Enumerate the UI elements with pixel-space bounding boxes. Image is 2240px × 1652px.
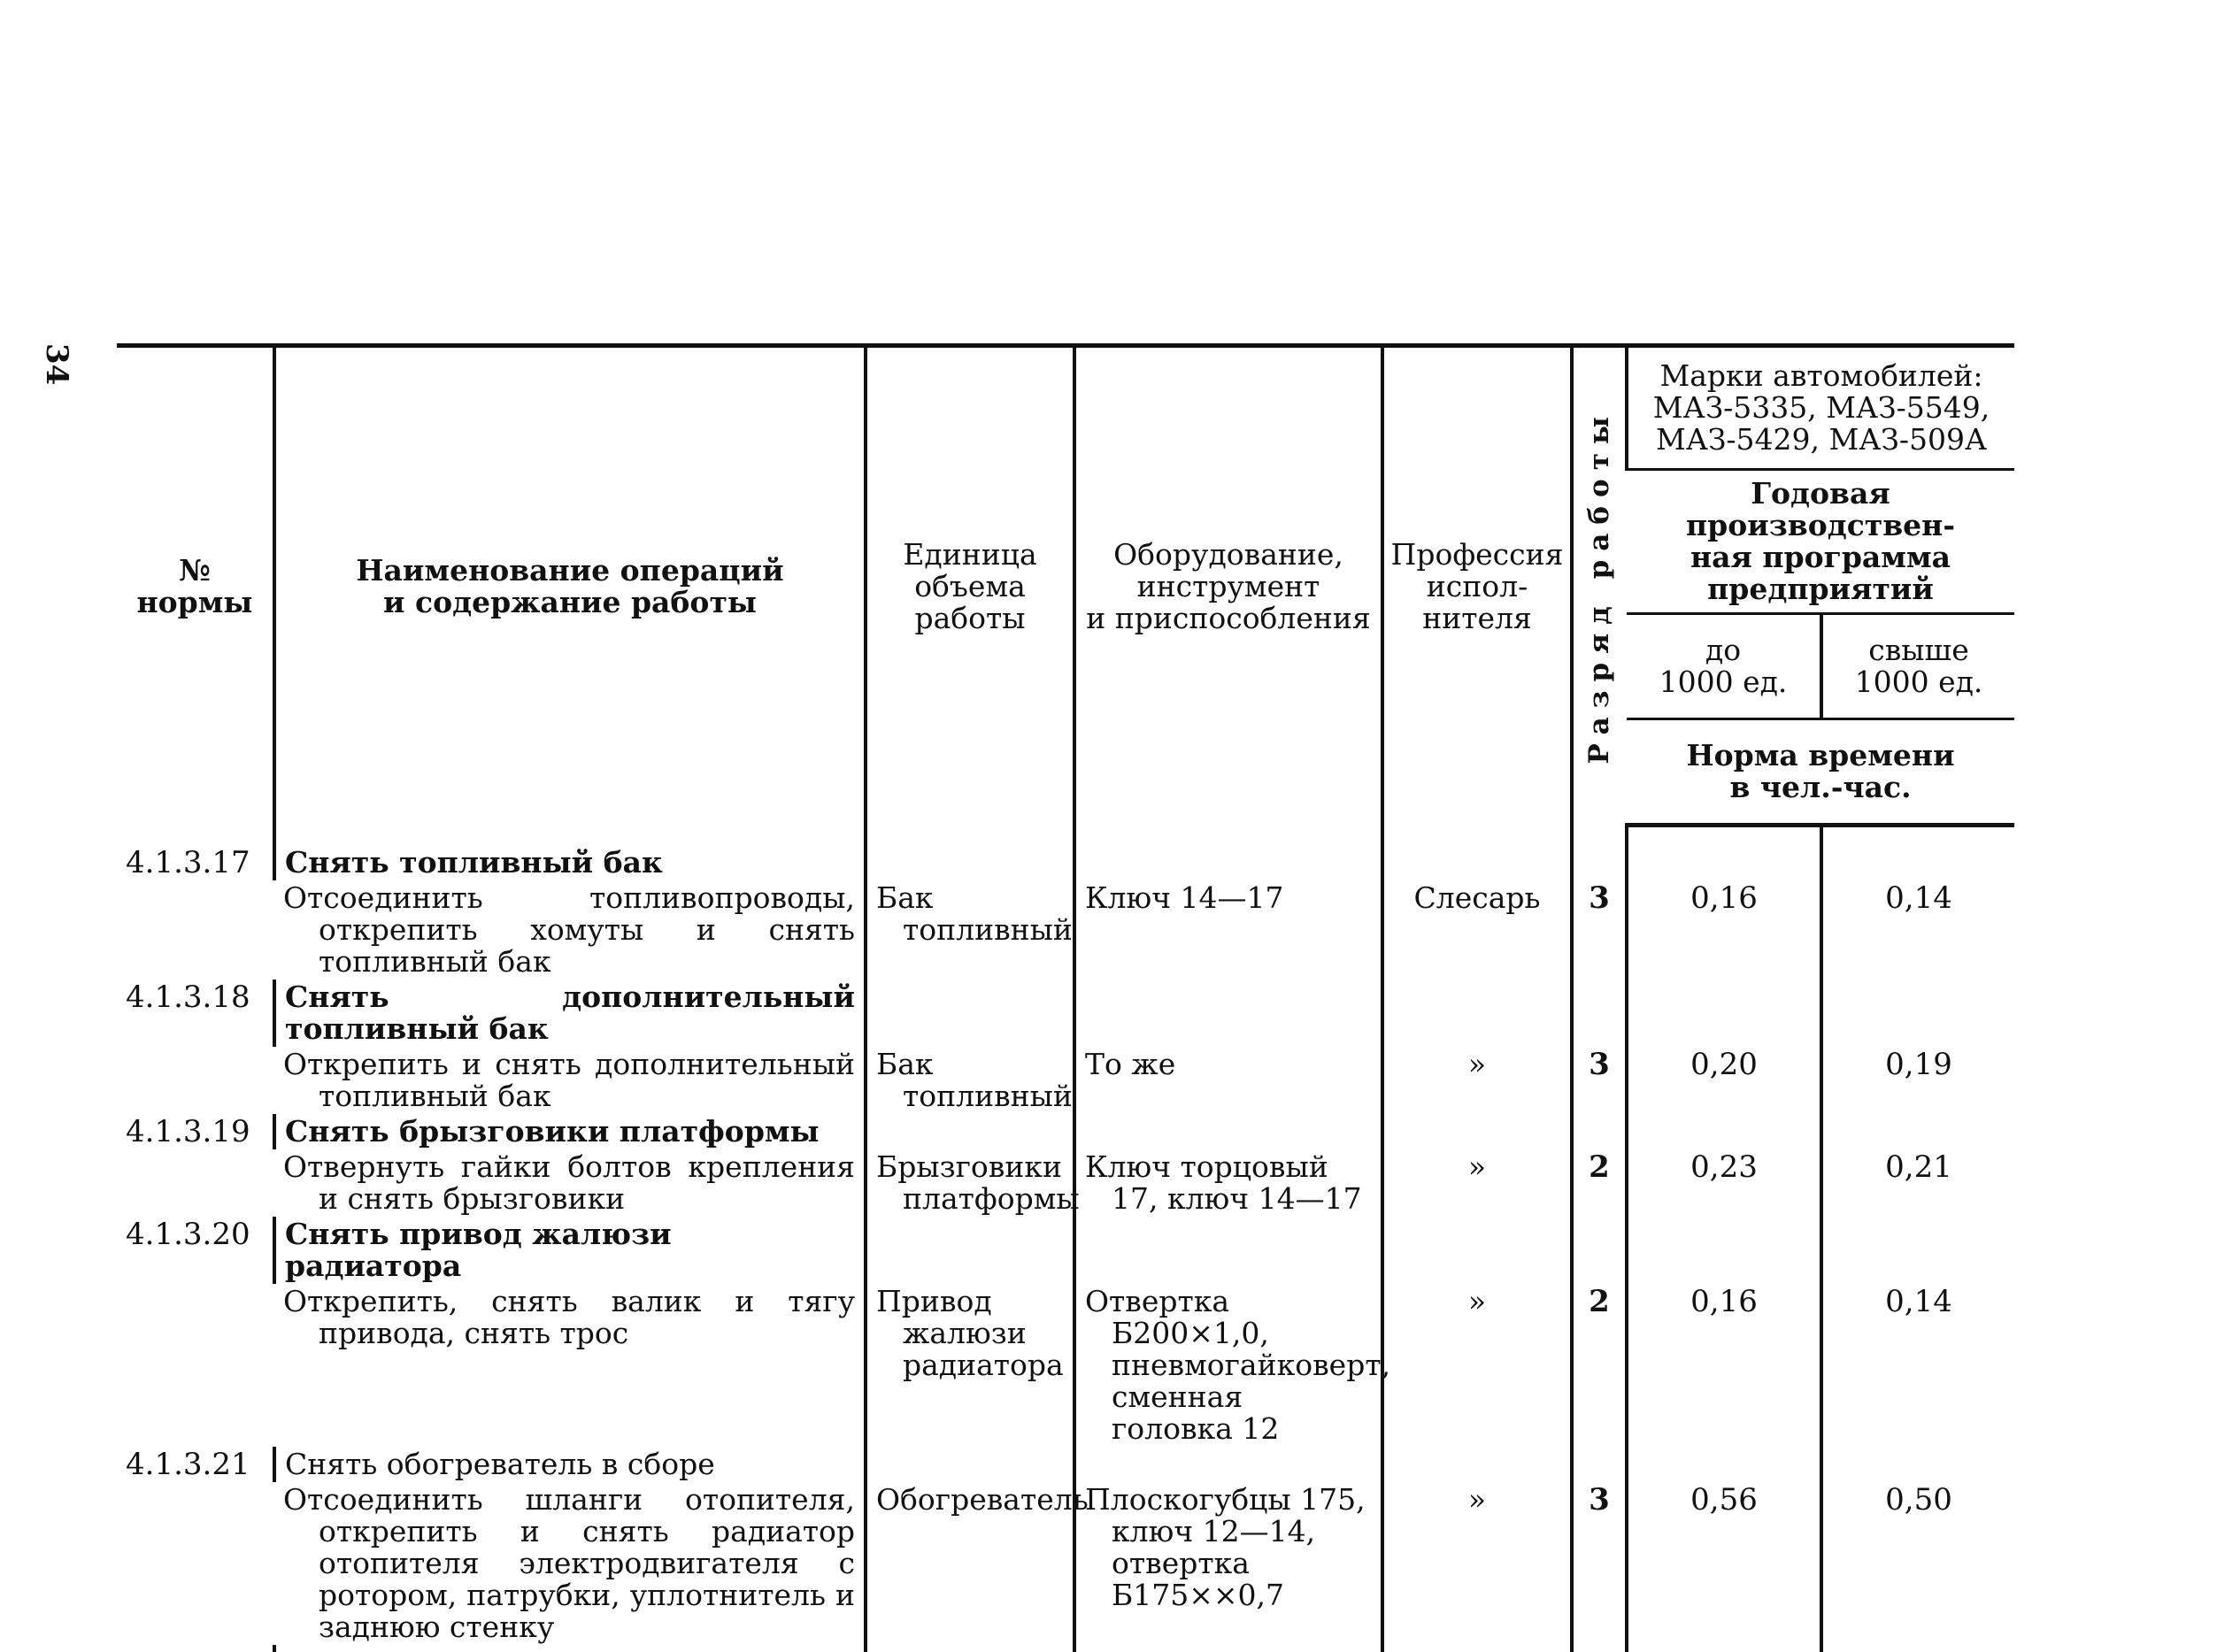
norm-over: 0,21 bbox=[1821, 1149, 2014, 1217]
equipment: То же bbox=[1085, 1047, 1176, 1081]
norm-over: 0,14 bbox=[1821, 880, 2014, 980]
rank: 2 bbox=[1572, 1149, 1627, 1217]
header-program: Годовая производствен- ная программа предприятий bbox=[1627, 470, 2014, 614]
rank: 3 bbox=[1572, 880, 1627, 980]
header-equipment: Оборудование, инструмент и приспособления bbox=[1074, 346, 1382, 826]
table-row bbox=[117, 1284, 2014, 1447]
profession: Слесарь bbox=[1382, 880, 1572, 980]
operation-text: Открепить, снять валик и тягу привода, снять трос bbox=[283, 1284, 855, 1350]
table-row bbox=[117, 845, 2014, 880]
header-profession: Профессия испол- нителя bbox=[1382, 346, 1572, 826]
operation-text: Отвернуть гайки болтов крепления и снять брызговики bbox=[283, 1149, 855, 1216]
norm-number: 4.1.3.17 bbox=[126, 845, 250, 880]
operation-text: Отсоединить топливопроводы, открепить хомуты и снять топливный бак bbox=[283, 880, 855, 979]
norm-over: 0,14 bbox=[1821, 1284, 2014, 1447]
norm-over: 0,50 bbox=[1821, 1482, 2014, 1645]
profession: » bbox=[1382, 1149, 1572, 1217]
operation-text: Отсоединить шланги отопителя, открепить и снять радиатор отопителя электродвигателя с ротором, патрубки, уплотнитель и заднюю стенку bbox=[283, 1482, 855, 1644]
header-over: свыше 1000 ед. bbox=[1821, 614, 2014, 719]
unit-of-work: Бак топливный bbox=[876, 1047, 1073, 1113]
table-row bbox=[117, 880, 2014, 980]
header-name: Наименование операций и содержание работы bbox=[274, 346, 866, 826]
equipment: Плоскогубцы 175, ключ 12—14, отвертка Б175××0,7 bbox=[1085, 1482, 1366, 1612]
norm-upto: 0,23 bbox=[1627, 1149, 1821, 1217]
operation-title: Снять обогреватель в сборе bbox=[274, 1447, 866, 1482]
profession: » bbox=[1382, 1284, 1572, 1447]
operation-title: Снять дополнительный топливный бак bbox=[274, 980, 866, 1047]
operation-text: Открепить и снять дополнительный топливный бак bbox=[283, 1047, 855, 1113]
header-brands: Марки автомобилей: МАЗ-5335, МАЗ-5549, МАЗ-5429, МАЗ-509А bbox=[1627, 346, 2014, 470]
header-unit: Единица объема работы bbox=[866, 346, 1074, 826]
header-num: № нормы bbox=[117, 346, 274, 826]
profession: » bbox=[1382, 1047, 1572, 1114]
norm-number: 4.1.3.21 bbox=[126, 1447, 250, 1482]
table-row bbox=[117, 1447, 2014, 1482]
norm-over: 0,19 bbox=[1821, 1047, 2014, 1114]
equipment: Отвертка Б200×1,0, пневмогайковерт, сменная головка 12 bbox=[1085, 1284, 1391, 1446]
operation-title: Снять брызговики платформы bbox=[274, 1114, 866, 1149]
operation-title: Снять привод жалюзи радиатора bbox=[274, 1217, 866, 1284]
header-rank bbox=[1572, 346, 1627, 826]
unit-of-work: Привод жалюзи радиатора bbox=[876, 1284, 1064, 1382]
rank: 2 bbox=[1572, 1284, 1627, 1447]
table-row bbox=[117, 1149, 2014, 1217]
norm-upto: 0,16 bbox=[1627, 1284, 1821, 1447]
unit-of-work: Брызговики платформы bbox=[876, 1149, 1080, 1216]
rank: 3 bbox=[1572, 1047, 1627, 1114]
norm-number: 4.1.3.20 bbox=[126, 1217, 250, 1252]
page-number: 34 bbox=[39, 343, 74, 386]
table-row bbox=[117, 1047, 2014, 1114]
unit-of-work: Обогреватель bbox=[876, 1482, 1089, 1517]
norm-upto: 0,20 bbox=[1627, 1047, 1821, 1114]
table-row bbox=[117, 1114, 2014, 1149]
header-norm: Норма времени в чел.-час. bbox=[1627, 719, 2014, 826]
norms-sheet bbox=[117, 343, 2014, 1652]
norm-number: 4.1.3.18 bbox=[126, 980, 250, 1015]
unit-of-work: Бак топливный bbox=[876, 880, 1073, 947]
norm-upto: 0,56 bbox=[1627, 1482, 1821, 1645]
table-row bbox=[117, 1482, 2014, 1645]
profession: » bbox=[1382, 1482, 1572, 1645]
norm-upto: 0,16 bbox=[1627, 880, 1821, 980]
rank: 3 bbox=[1572, 1482, 1627, 1645]
norm-number: 4.1.3.19 bbox=[126, 1114, 250, 1149]
equipment: Ключ торцовый 17, ключ 14—17 bbox=[1085, 1149, 1362, 1216]
header-rank-label: Разряд работы bbox=[1583, 408, 1615, 765]
table-row bbox=[117, 980, 2014, 1047]
operation-title: Снять топливный бак bbox=[274, 845, 866, 880]
header-upto: до 1000 ед. bbox=[1627, 614, 1821, 719]
norms-table bbox=[117, 343, 2014, 1652]
equipment: Ключ 14—17 bbox=[1085, 880, 1284, 915]
table-row bbox=[117, 1217, 2014, 1284]
